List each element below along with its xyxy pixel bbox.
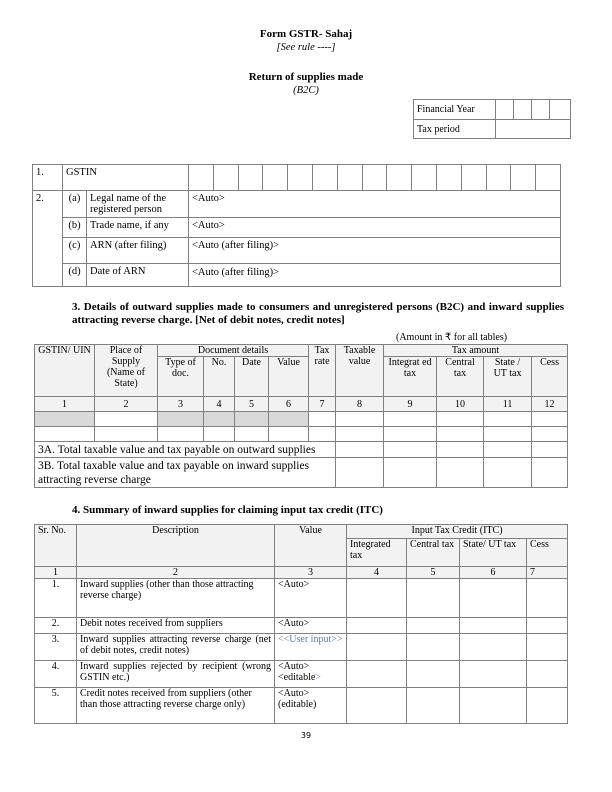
header-itc: Input Tax Credit (ITC)	[347, 525, 568, 539]
editable-text: <editable	[278, 672, 316, 683]
data-cell[interactable]	[532, 412, 568, 427]
data-cell[interactable]	[484, 442, 532, 458]
header-tax-amount: Tax amount	[384, 345, 568, 357]
gstin-cell[interactable]	[461, 165, 486, 191]
data-cell[interactable]	[309, 412, 336, 427]
gstin-label: GSTIN	[63, 165, 189, 191]
gstin-cell[interactable]	[189, 165, 214, 191]
data-cell[interactable]	[527, 634, 568, 661]
section-4-title: 4. Summary of inward supplies for claiming input tax credit (ITC)	[72, 504, 383, 516]
shaded-cell	[235, 412, 269, 427]
editable-value	[278, 672, 343, 683]
data-cell[interactable]	[384, 458, 437, 488]
gstin-cell[interactable]	[238, 165, 263, 191]
arn-value[interactable]: <Auto (after filing)>	[189, 238, 561, 264]
return-subtitle: (B2C)	[293, 85, 319, 96]
row-description: Debit notes received from suppliers	[77, 618, 275, 634]
gstin-cell[interactable]	[412, 165, 437, 191]
shaded-cell	[35, 412, 95, 427]
shaded-cell	[158, 412, 204, 427]
legal-name-value[interactable]: <Auto>	[189, 191, 561, 218]
rule-reference: [See rule ----]	[276, 42, 336, 53]
header-place-of-supply: Place of Supply (Name of State)	[95, 345, 158, 397]
data-cell[interactable]	[309, 427, 336, 442]
item-letter: (d)	[63, 264, 87, 287]
column-number: 9	[384, 397, 437, 412]
header-description: Description	[77, 525, 275, 567]
data-cell[interactable]	[460, 634, 527, 661]
data-cell[interactable]	[532, 442, 568, 458]
arn-date-label: Date of ARN	[87, 264, 189, 287]
row-number: 2.	[33, 191, 63, 287]
column-number: 3	[158, 397, 204, 412]
data-cell[interactable]	[527, 618, 568, 634]
header-value: Value	[275, 525, 347, 567]
data-cell[interactable]	[269, 427, 309, 442]
data-cell[interactable]	[532, 427, 568, 442]
gstin-cell[interactable]	[362, 165, 387, 191]
row-description: Credit notes received from suppliers (other than those attracting reverse charge only)	[77, 688, 275, 724]
item-letter: (a)	[63, 191, 87, 218]
gstin-cell[interactable]	[313, 165, 338, 191]
itc-summary-table	[34, 524, 568, 724]
gstin-cell[interactable]	[436, 165, 461, 191]
data-cell[interactable]	[347, 618, 407, 634]
trade-name-label: Trade name, if any	[87, 218, 189, 238]
table-row	[35, 688, 568, 724]
table-row	[35, 579, 568, 618]
header-gstin-uin: GSTIN/ UIN	[35, 345, 95, 397]
column-number: 8	[336, 397, 384, 412]
total-3a-row	[35, 442, 568, 458]
section-3-title: 3. Details of outward supplies made to consumers and unregistered persons (B2C) and inward supplies attracting reverse charge. [Net of debit notes, credit notes]	[72, 301, 564, 326]
header-taxable-value: Taxable value	[336, 345, 384, 397]
data-cell[interactable]	[204, 427, 235, 442]
total-3b-label: 3B. Total taxable value and tax payable on inward supplies attracting reverse charge	[35, 458, 336, 488]
financial-year-cell[interactable]	[550, 100, 571, 120]
page-number: 39	[300, 731, 312, 740]
data-cell[interactable]	[407, 688, 460, 724]
row-description: Inward supplies attracting reverse charge (net of debit notes, credit notes)	[77, 634, 275, 661]
data-cell[interactable]	[437, 427, 484, 442]
data-cell[interactable]	[407, 661, 460, 688]
trade-name-value[interactable]: <Auto>	[189, 218, 561, 238]
data-cell[interactable]	[347, 661, 407, 688]
data-cell[interactable]	[527, 688, 568, 724]
data-cell[interactable]	[384, 427, 437, 442]
auto-value: <Auto>	[278, 661, 310, 672]
user-input-value[interactable]: <<User input>>	[275, 634, 347, 661]
gstin-cell[interactable]	[213, 165, 238, 191]
column-number: 5	[235, 397, 269, 412]
header-state-ut-tax: State/ UT tax	[460, 539, 527, 567]
data-cell[interactable]	[347, 688, 407, 724]
data-cell[interactable]	[336, 458, 384, 488]
data-cell[interactable]	[532, 458, 568, 488]
sr-number: 4.	[35, 661, 77, 688]
column-number: 10	[437, 397, 484, 412]
tax-period-cell[interactable]	[496, 120, 571, 139]
data-cell[interactable]	[336, 412, 384, 427]
table-row	[35, 412, 568, 427]
shaded-cell	[269, 412, 309, 427]
financial-year-label: Financial Year	[414, 100, 496, 120]
header-central-tax: Central tax	[437, 357, 484, 397]
column-number: 7	[309, 397, 336, 412]
sr-number: 5.	[35, 688, 77, 724]
data-cell[interactable]	[235, 427, 269, 442]
data-cell[interactable]	[336, 427, 384, 442]
row-value[interactable]: <Auto> (editable)	[275, 688, 347, 724]
header-state-ut-tax: State / UT tax	[484, 357, 532, 397]
header-integrated-tax: Integrated tax	[347, 539, 407, 567]
column-number: 12	[532, 397, 568, 412]
data-cell[interactable]	[347, 579, 407, 618]
period-box	[413, 99, 571, 139]
column-number: 5	[407, 567, 460, 579]
data-cell[interactable]	[407, 579, 460, 618]
row-value[interactable]	[275, 661, 347, 688]
data-cell[interactable]	[460, 688, 527, 724]
sr-number: 2.	[35, 618, 77, 634]
data-cell[interactable]	[460, 661, 527, 688]
legal-name-label: Legal name of the registered person	[87, 191, 189, 218]
gstin-cell[interactable]	[536, 165, 561, 191]
column-number: 2	[77, 567, 275, 579]
header-doc-no: No.	[204, 357, 235, 397]
header-tax-rate: Tax rate	[309, 345, 336, 397]
financial-year-cell[interactable]	[532, 100, 550, 120]
financial-year-cell[interactable]	[514, 100, 532, 120]
gstin-cell[interactable]	[486, 165, 511, 191]
column-number: 6	[460, 567, 527, 579]
data-cell[interactable]	[484, 427, 532, 442]
amount-note: (Amount in ₹ for all tables)	[396, 332, 508, 343]
column-number: 4	[204, 397, 235, 412]
item-letter: (b)	[63, 218, 87, 238]
arn-date-value[interactable]: <Auto (after filing)>	[189, 264, 561, 287]
data-cell[interactable]	[336, 442, 384, 458]
total-3a-label: 3A. Total taxable value and tax payable on outward supplies	[35, 442, 336, 458]
row-description: Inward supplies rejected by recipient (wrong GSTIN etc.)	[77, 661, 275, 688]
sr-number: 3.	[35, 634, 77, 661]
form-title: Form GSTR- Sahaj	[259, 28, 353, 40]
column-number: 1	[35, 567, 77, 579]
return-title: Return of supplies made	[248, 71, 364, 83]
table-row	[35, 634, 568, 661]
header-cess: Cess	[532, 357, 568, 397]
gstin-cell[interactable]	[387, 165, 412, 191]
gstin-cell[interactable]	[337, 165, 362, 191]
b2c-supplies-table	[34, 344, 568, 488]
sr-number: 1.	[35, 579, 77, 618]
table-row	[35, 661, 568, 688]
shaded-cell	[204, 412, 235, 427]
row-value[interactable]: <Auto>	[275, 618, 347, 634]
item-letter: (c)	[63, 238, 87, 264]
table-row	[35, 427, 568, 442]
editable-text-end: >	[315, 672, 321, 683]
data-cell[interactable]	[95, 412, 158, 427]
data-cell[interactable]	[484, 458, 532, 488]
header-central-tax: Central tax	[407, 539, 460, 567]
column-number: 4	[347, 567, 407, 579]
header-document-details: Document details	[158, 345, 309, 357]
data-cell[interactable]	[437, 412, 484, 427]
header-doc-value: Value	[269, 357, 309, 397]
financial-year-cell[interactable]	[496, 100, 514, 120]
data-cell[interactable]	[484, 412, 532, 427]
taxpayer-details-table	[32, 164, 561, 287]
row-value[interactable]: <Auto>	[275, 579, 347, 618]
gstin-cell[interactable]	[288, 165, 313, 191]
column-number: 7	[527, 567, 568, 579]
row-number: 1.	[33, 165, 63, 191]
data-cell[interactable]	[527, 661, 568, 688]
row-description: Inward supplies (other than those attracting reverse charge)	[77, 579, 275, 618]
column-number: 3	[275, 567, 347, 579]
data-cell[interactable]	[35, 427, 95, 442]
column-number: 11	[484, 397, 532, 412]
data-cell[interactable]	[437, 458, 484, 488]
arn-label: ARN (after filing)	[87, 238, 189, 264]
data-cell[interactable]	[437, 442, 484, 458]
data-cell[interactable]	[384, 412, 437, 427]
data-cell[interactable]	[460, 618, 527, 634]
column-number: 6	[269, 397, 309, 412]
data-cell[interactable]	[347, 634, 407, 661]
data-cell[interactable]	[460, 579, 527, 618]
gstin-cell[interactable]	[263, 165, 288, 191]
data-cell[interactable]	[158, 427, 204, 442]
gstin-cell[interactable]	[511, 165, 536, 191]
data-cell[interactable]	[407, 634, 460, 661]
header-doc-date: Date	[235, 357, 269, 397]
header-sr-no: Sr. No.	[35, 525, 77, 567]
table-row	[35, 618, 568, 634]
column-number: 1	[35, 397, 95, 412]
header-integrated-tax: Integrat ed tax	[384, 357, 437, 397]
tax-period-label: Tax period	[414, 120, 496, 139]
header-cess: Cess	[527, 539, 568, 567]
header-type-of-doc: Type of doc.	[158, 357, 204, 397]
data-cell[interactable]	[407, 618, 460, 634]
data-cell[interactable]	[527, 579, 568, 618]
data-cell[interactable]	[95, 427, 158, 442]
total-3b-row	[35, 458, 568, 488]
data-cell[interactable]	[384, 442, 437, 458]
column-number: 2	[95, 397, 158, 412]
